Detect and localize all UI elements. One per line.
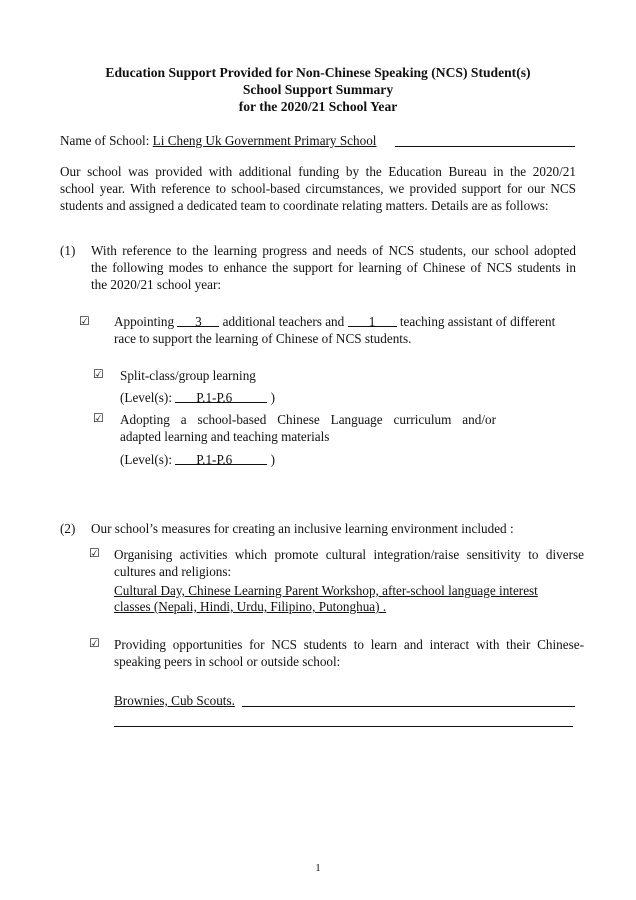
intro-line-3: students and assigned a dedicated team to coordinate relating matters. Details are as follows: (60, 198, 549, 213)
section2-heading: Our school’s measures for creating an inclusive learning environment included : (91, 521, 514, 536)
activities-line-1: Organising activities which promote cultural integration/raise sensitivity to diverse (114, 547, 584, 562)
appointing-middle: additional teachers and (222, 314, 345, 329)
split-class-label: Split-class/group learning (120, 368, 256, 383)
school-name-underline (395, 146, 575, 147)
activities-detail-1: Cultural Day, Chinese Learning Parent Workshop, after-school language interest (114, 583, 538, 598)
appointing-line-1 (114, 313, 555, 330)
section1-line-1: With reference to the learning progress and needs of NCS students, our school adopted (91, 243, 576, 258)
curriculum-checkbox-icon[interactable]: ☑ (93, 411, 104, 425)
split-class-levels-label: (Level(s): (120, 390, 172, 405)
opportunities-detail-underline (242, 706, 575, 707)
intro-line-2: school year. With reference to school-based circumstances, we provided support for our NCS (60, 181, 576, 196)
appointing-line-2: race to support the learning of Chinese of NCS students. (114, 331, 412, 346)
document-title-line3: for the 2020/21 School Year (238, 99, 398, 114)
assistant-count-field[interactable]: 1 (348, 313, 397, 327)
document-title-line1: Education Support Provided for Non-Chinese Speaking (NCS) Student(s) (105, 65, 531, 80)
opportunities-line-2: speaking peers in school or outside school: (114, 654, 341, 669)
intro-line-1: Our school was provided with additional funding by the Education Bureau in the 2020/21 (60, 164, 576, 179)
split-class-levels-field[interactable]: P.1-P.6 (175, 389, 267, 403)
activities-checkbox-icon[interactable]: ☑ (89, 546, 100, 560)
split-class-levels-close: ) (270, 390, 275, 405)
document-title-line2: School Support Summary (242, 82, 394, 97)
appointing-checkbox-icon[interactable]: ☑ (79, 314, 90, 328)
opportunities-checkbox-icon[interactable]: ☑ (89, 636, 100, 650)
curriculum-levels-close: ) (270, 452, 275, 467)
school-name-value: Li Cheng Uk Government Primary School (152, 133, 377, 148)
activities-line-2: cultures and religions: (114, 564, 232, 579)
curriculum-levels-field[interactable]: P.1-P.6 (175, 451, 267, 465)
school-name-label: Name of School: (60, 133, 150, 148)
activities-detail-2: classes (Nepali, Hindi, Urdu, Filipino, Putonghua) . (114, 599, 387, 614)
teachers-count-field[interactable]: 3 (177, 313, 219, 327)
appointing-prefix: Appointing (114, 314, 175, 329)
opportunities-blank-line (114, 726, 573, 727)
appointing-suffix: teaching assistant of different (399, 314, 556, 329)
page-number: 1 (315, 862, 321, 874)
section2-number: (2) (60, 521, 76, 536)
curriculum-line-2: adapted learning and teaching materials (120, 429, 330, 444)
section1-number: (1) (60, 243, 76, 258)
curriculum-levels-label: (Level(s): (120, 452, 172, 467)
split-class-checkbox-icon[interactable]: ☑ (93, 367, 104, 381)
split-class-levels-row (120, 389, 275, 406)
opportunities-line-1: Providing opportunities for NCS students to learn and interact with their Chinese- (114, 637, 584, 652)
section1-line-2: the following modes to enhance the support for learning of Chinese of NCS students in (91, 260, 576, 275)
curriculum-line-1: Adopting a school-based Chinese Language curriculum and/or (120, 412, 496, 427)
school-name-row (60, 132, 376, 149)
section1-line-3: the 2020/21 school year: (91, 277, 222, 292)
curriculum-levels-row (120, 451, 275, 468)
opportunities-detail-1: Brownies, Cub Scouts. (114, 693, 235, 708)
